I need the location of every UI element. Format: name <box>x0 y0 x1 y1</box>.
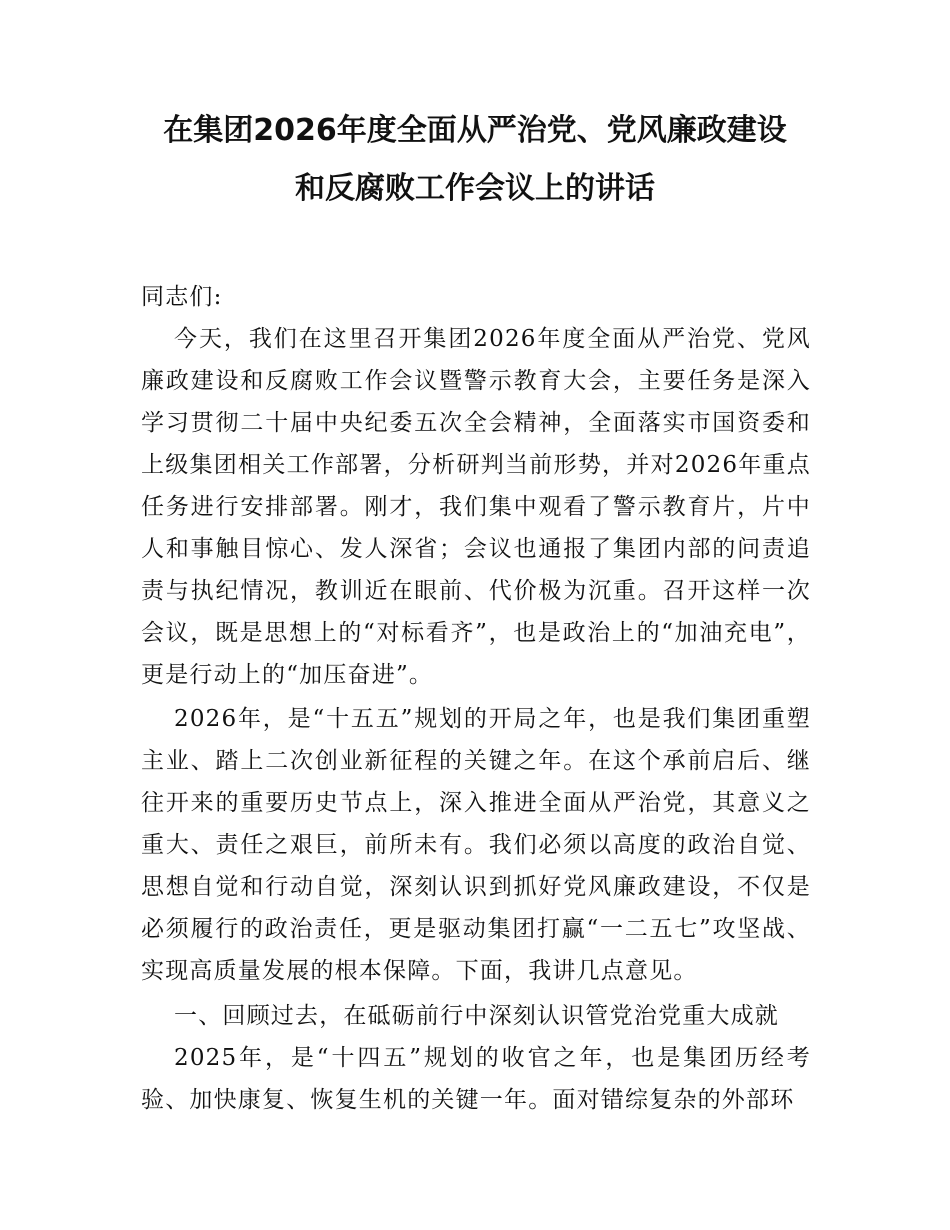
document-title-line-2: 和反腐败工作会议上的讲话 <box>295 171 655 206</box>
salutation: 同志们: <box>141 284 223 310</box>
document-title-line-1: 在集团2026年度全面从严治党、党风廉政建设 <box>163 113 787 148</box>
paragraph-opening: 今天，我们在这里召开集团2026年度全面从严治党、党风廉政建设和反腐败工作会议暨警示教育大会，主要任务是深入学习贯彻二十届中央纪委五次全会精神，全面落实市国资委和上级集团相关工作部署，分析研判当前形势，并对2026年重点任务进行安排部署。刚才，我们集中观看了警示教育片，片中人和事触目惊心、发人深省；会议也通报了集团内部的问责追责与执纪情况，教训近在眼前、代价极为沉重。召开这样一次会议，既是思想上的“对标看齐”，也是政治上的“加油充电”，更是行动上的“加压奋进”。 <box>141 326 811 688</box>
paragraph-context: 2026年，是“十五五”规划的开局之年，也是我们集团重塑主业、踏上二次创业新征程的关键之年。在这个承前启后、继往开来的重要历史节点上，深入推进全面从严治党，其意义之重大、责任之艰巨，前所未有。我们必须以高度的政治自觉、思想自觉和行动自觉，深刻认识到抓好党风廉政建设，不仅是必须履行的政治责任，更是驱动集团打赢“一二五七”攻坚战、实现高质量发展的根本保障。下面，我讲几点意见。 <box>141 706 811 984</box>
section-heading-1: 一、回顾过去，在砥砺前行中深刻认识管党治党重大成就 <box>174 1003 779 1029</box>
paragraph-review: 2025年，是“十四五”规划的收官之年，也是集团历经考验、加快康复、恢复生机的关键一年。面对错综复杂的外部环 <box>141 1045 811 1113</box>
